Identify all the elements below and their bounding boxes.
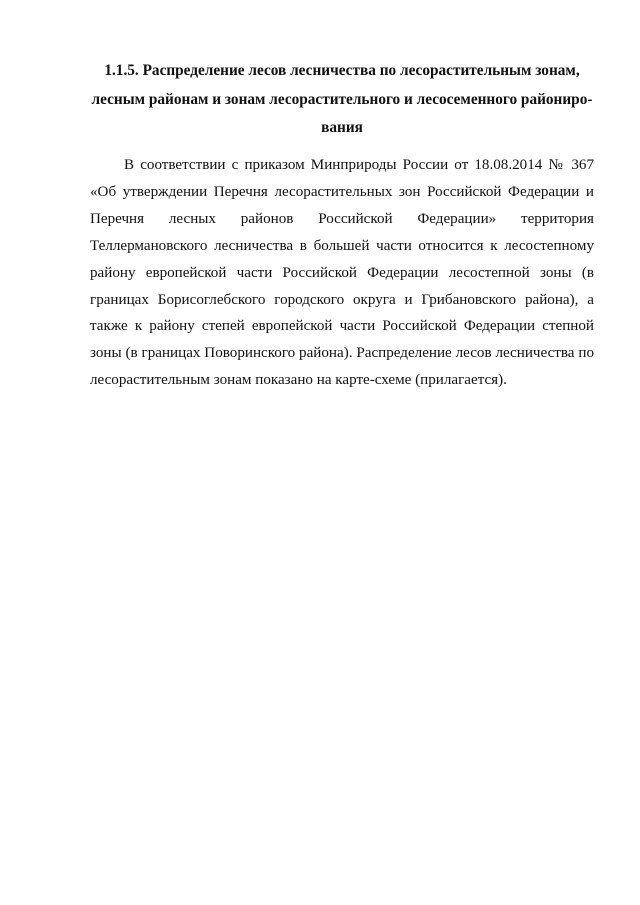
- paragraph-line-1: В соответствии с приказом Минприроды России от 18.08.2014 № 367: [124, 157, 594, 173]
- paragraph-line-4: Теллермановского лесничества в большей части относится к лесостепному: [90, 237, 594, 254]
- section-heading: [90, 57, 594, 143]
- section-heading-line-2: лесным районам и зонам лесорастительного и лесосеменного райониро-: [91, 90, 593, 108]
- paragraph-line-9: лесорастительным зонам показано на карте-схеме (прилагается).: [90, 372, 507, 389]
- paragraph-line-8: зоны (в границах Поворинского района). Распределение лесов лесничества по: [90, 345, 594, 362]
- paragraph-line-6: границах Борисоглебского городского округа и Грибановского района), а: [90, 291, 594, 308]
- paragraph-line-7: также к району степей европейской части Российской Федерации степной: [90, 318, 594, 335]
- paragraph-line-5: району европейской части Российской Федерации лесостепной зоны (в: [90, 264, 594, 281]
- section-heading-line-1: 1.1.5. Распределение лесов лесничества по лесорастительным зонам,: [104, 62, 580, 79]
- section-heading-line-3: вания: [321, 119, 363, 136]
- body-paragraph: [90, 152, 594, 394]
- paragraph-line-3: Перечня лесных районов Российской Федерации» территория: [90, 210, 594, 227]
- paragraph-line-2: «Об утверждении Перечня лесорастительных зон Российской Федерации и: [90, 183, 594, 200]
